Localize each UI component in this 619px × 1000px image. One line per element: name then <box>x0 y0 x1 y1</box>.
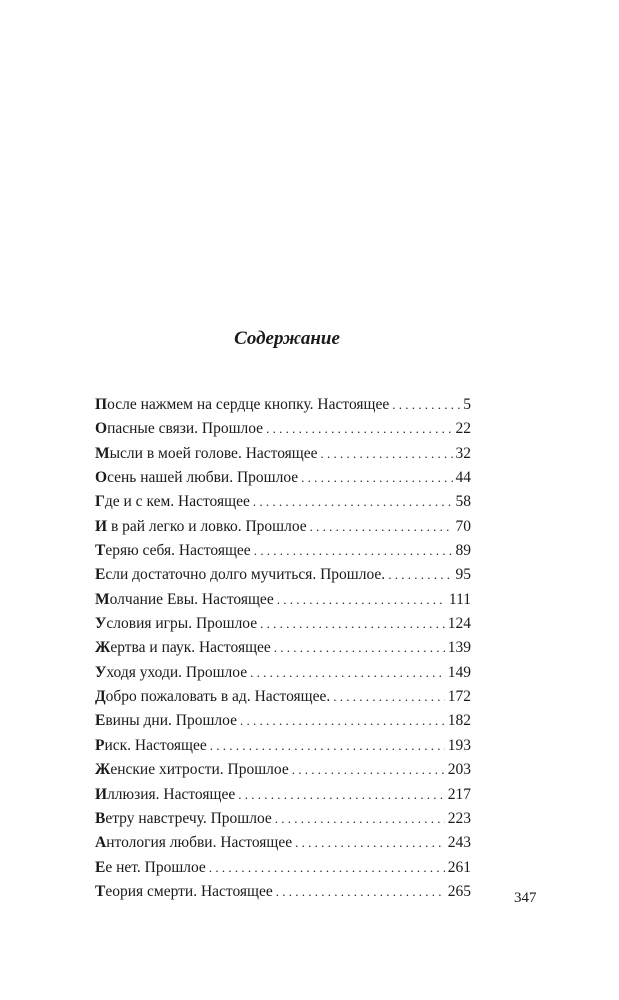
toc-entry-initial: Е <box>95 712 106 730</box>
toc-entry-initial: А <box>95 834 107 852</box>
toc-entry-initial: У <box>95 615 107 633</box>
toc-entry-title <box>95 615 257 633</box>
toc-entry-page: 22 <box>455 420 471 438</box>
dot-leader <box>275 811 445 827</box>
toc-entry-text: де и с кем. Настоящее <box>104 493 250 511</box>
toc-entry-page: 261 <box>447 858 471 876</box>
toc-entry-title <box>95 542 251 560</box>
toc-entry-title <box>95 810 272 828</box>
toc-entry-page: 149 <box>447 663 471 681</box>
toc-entry-initial: Т <box>95 882 106 900</box>
toc-entry-text: ходя уходи. Прошлое <box>106 663 248 681</box>
toc-entry-text: ысли в моей голове. Настоящее <box>109 444 318 462</box>
toc-entry-initial: П <box>95 396 108 413</box>
toc-entry-title <box>95 688 330 706</box>
dot-leader <box>321 446 453 462</box>
toc-entry-initial: Г <box>95 493 105 511</box>
toc-entry-page: 217 <box>447 785 471 803</box>
toc-entry-page: 223 <box>447 809 471 827</box>
toc-entry-page: 124 <box>447 615 471 633</box>
toc-entry-initial: Ж <box>95 639 111 657</box>
toc-entry-text: е нет. Прошлое <box>105 858 206 876</box>
toc-entry-initial: Т <box>95 542 106 560</box>
toc-entry-page: 44 <box>455 469 471 487</box>
toc-entry-initial: У <box>95 663 107 681</box>
toc-entry <box>95 591 471 615</box>
toc-entry-page: 111 <box>448 590 471 608</box>
dot-leader <box>295 835 445 851</box>
dot-leader <box>310 519 453 535</box>
toc-entry-initial: М <box>95 444 110 462</box>
toc-entry-title <box>95 737 207 755</box>
page-title: Содержание <box>234 328 340 349</box>
toc-entry <box>95 420 471 444</box>
dot-leader <box>253 494 453 510</box>
toc-entry-title <box>95 518 307 536</box>
toc-entry-page: 5 <box>463 396 471 413</box>
toc-entry-initial: О <box>95 469 108 487</box>
toc-entry <box>95 883 471 907</box>
dot-leader <box>292 762 445 778</box>
toc-entry-text: сли достаточно долго мучиться. Прошлое. <box>105 566 386 584</box>
toc-entry-initial: Е <box>95 566 106 584</box>
dot-leader <box>240 713 445 729</box>
toc-entry <box>95 761 471 785</box>
toc-entry-page: 95 <box>455 566 471 584</box>
toc-entry-title <box>95 859 206 877</box>
toc-entry-text: етру навстречу. Прошлое <box>105 809 272 827</box>
toc-entry-initial: О <box>95 420 108 438</box>
toc-entry-title <box>95 883 273 901</box>
dot-leader <box>260 616 445 632</box>
toc-list <box>95 396 471 907</box>
toc-entry-text: еория смерти. Настоящее <box>105 882 273 900</box>
toc-entry-page: 139 <box>447 639 471 657</box>
dot-leader <box>388 567 452 583</box>
toc-entry-page: 70 <box>455 517 471 535</box>
toc-entry <box>95 615 471 639</box>
dot-leader <box>254 543 453 559</box>
toc-entry-text: ертва и паук. Настоящее <box>110 639 271 657</box>
toc-entry-title <box>95 493 250 511</box>
toc-entry-text: еряю себя. Настоящее <box>105 542 251 560</box>
toc-entry <box>95 639 471 663</box>
toc-entry-title <box>95 420 263 438</box>
toc-entry-page: 58 <box>455 493 471 511</box>
dot-leader <box>301 470 452 486</box>
toc-entry-text: обро пожаловать в ад. Настоящее. <box>105 688 331 706</box>
toc-entry <box>95 810 471 834</box>
toc-entry-page: 89 <box>455 542 471 560</box>
toc-entry <box>95 566 471 590</box>
toc-entry <box>95 469 471 493</box>
toc-entry-text: сень нашей любви. Прошлое <box>107 469 299 487</box>
toc-entry-title <box>95 469 298 487</box>
toc-entry-title <box>95 591 274 609</box>
toc-entry <box>95 542 471 566</box>
toc-entry <box>95 396 471 420</box>
dot-leader <box>274 640 445 656</box>
toc-entry-title <box>95 712 237 730</box>
toc-entry <box>95 493 471 517</box>
toc-entry-text: словия игры. Прошлое <box>106 615 258 633</box>
dot-leader <box>238 787 445 803</box>
dot-leader <box>277 592 446 608</box>
toc-entry-initial: И <box>95 517 108 535</box>
toc-entry <box>95 664 471 688</box>
toc-entry-initial: Ж <box>95 761 111 779</box>
toc-entry-page: 32 <box>455 444 471 462</box>
toc-entry-text: нтология любви. Настоящее <box>106 834 293 852</box>
toc-entry-page: 193 <box>447 736 471 754</box>
toc-entry-page: 203 <box>447 761 471 779</box>
toc-entry-title <box>95 786 235 804</box>
dot-leader <box>276 884 445 900</box>
toc-entry-page: 265 <box>447 882 471 900</box>
toc-entry-initial: И <box>95 785 108 803</box>
toc-entry-text: иск. Настоящее <box>104 736 207 754</box>
toc-entry-page: 172 <box>447 688 471 706</box>
toc-entry <box>95 445 471 469</box>
toc-entry <box>95 786 471 810</box>
toc-entry-text: осле нажмем на сердце кнопку. Настоящее <box>107 396 390 413</box>
toc-entry-title <box>95 445 318 463</box>
toc-entry-initial: Е <box>95 858 106 876</box>
toc-entry-page: 243 <box>447 834 471 852</box>
toc-entry-title <box>95 566 385 584</box>
toc-entry-text: вины дни. Прошлое <box>105 712 237 730</box>
dot-leader <box>266 421 452 437</box>
toc-entry-text: ллюзия. Настоящее <box>107 785 236 803</box>
toc-entry-title <box>95 834 292 852</box>
toc-entry <box>95 859 471 883</box>
toc-entry <box>95 518 471 542</box>
dot-leader <box>209 860 445 876</box>
toc-entry-text: енские хитрости. Прошлое <box>110 761 289 779</box>
toc-entry-initial: Д <box>95 688 106 706</box>
dot-leader <box>333 689 445 705</box>
toc-entry-title <box>95 664 247 682</box>
toc-entry-initial: Р <box>95 736 105 754</box>
dot-leader <box>250 665 445 681</box>
toc-entry-initial: М <box>95 590 110 608</box>
toc-entry-text: в рай легко и ловко. Прошлое <box>107 517 307 535</box>
dot-leader <box>392 397 460 413</box>
toc-entry-initial: В <box>95 809 106 827</box>
toc-entry-text: олчание Евы. Настоящее <box>109 590 274 608</box>
toc-entry <box>95 834 471 858</box>
toc-entry <box>95 688 471 712</box>
toc-entry-title <box>95 396 389 414</box>
toc-entry <box>95 737 471 761</box>
toc-entry <box>95 712 471 736</box>
toc-entry-text: пасные связи. Прошлое <box>107 420 264 438</box>
dot-leader <box>210 738 445 754</box>
toc-entry-title <box>95 761 289 779</box>
toc-entry-page: 182 <box>447 712 471 730</box>
page-number: 347 <box>514 890 537 906</box>
toc-entry-title <box>95 639 271 657</box>
